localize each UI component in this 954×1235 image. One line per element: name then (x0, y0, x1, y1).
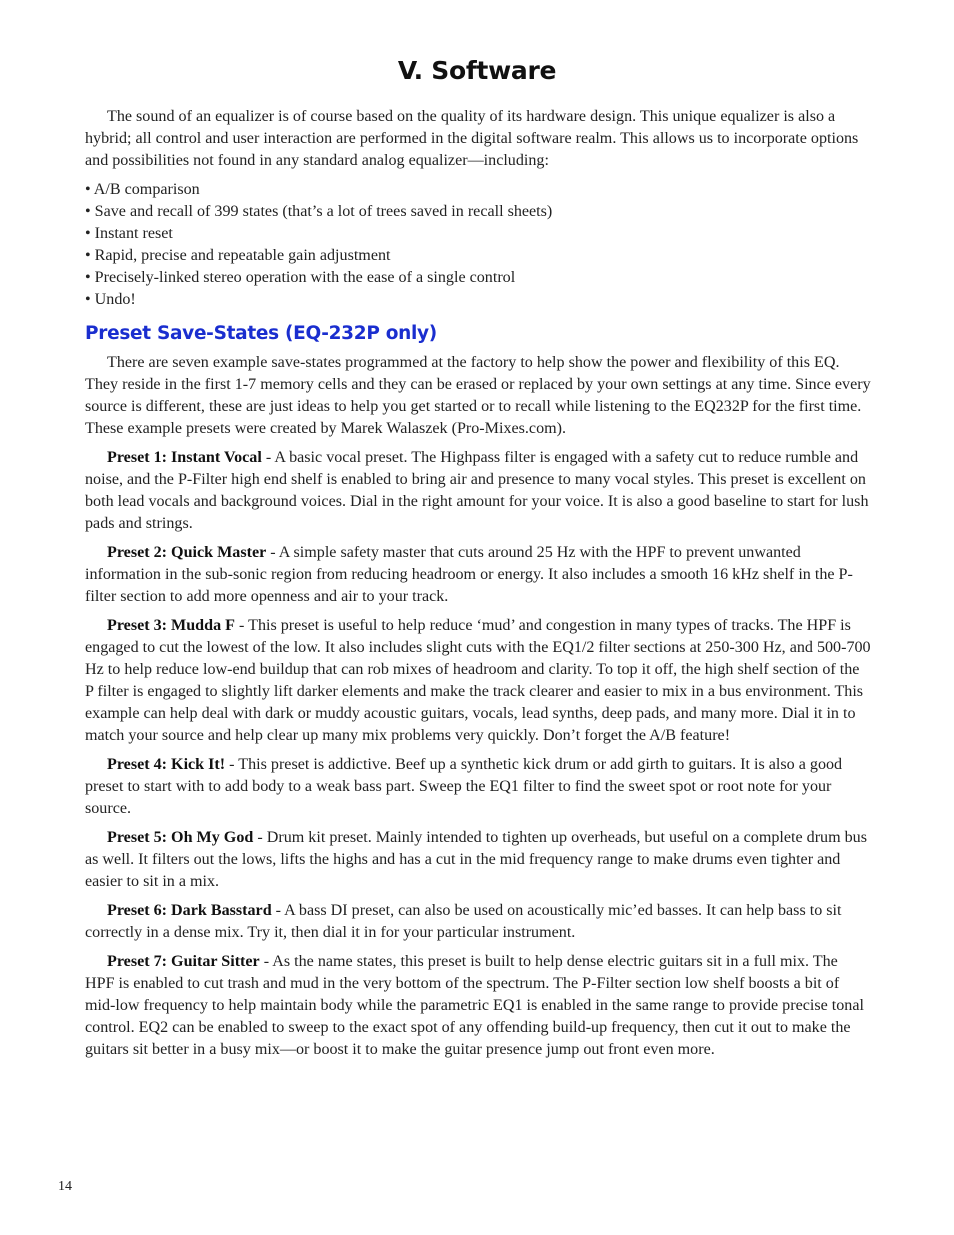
intro-paragraph: The sound of an equalizer is of course based on the quality of its hardware design. This unique equalizer is also a hybrid; all control and user interaction are performed in the digital software realm. This allows us to incorporate options and possibilities not found in any standard analog equalizer—including: (85, 108, 859, 169)
preset-description: - Drum kit preset. Mainly intended to tighten up overheads, but useful on a complete drum bus as well. It filters out the lows, lifts the highs and has a cut in the mid frequency range to make drums even tighter and easier to sit in a mix. (85, 829, 867, 890)
preset-paragraph-7 (85, 951, 871, 1061)
feature-list (85, 179, 871, 311)
preset-paragraph-4 (85, 754, 871, 820)
preset-paragraph-6 (85, 900, 871, 944)
preset-name: Preset 2: Quick Master (107, 544, 267, 561)
page-number: 14 (58, 1179, 72, 1194)
preset-name: Preset 1: Instant Vocal (107, 449, 262, 466)
page-title: V. Software (397, 56, 557, 85)
list-item: • Precisely-linked stereo operation with the ease of a single control (85, 269, 516, 286)
preset-paragraph-2 (85, 542, 871, 608)
preset-name: Preset 4: Kick It! (107, 756, 226, 773)
preset-name: Preset 6: Dark Basstard (107, 902, 272, 919)
preset-description: - This preset is useful to help reduce ‘mud’ and congestion in many types of tracks. The HPF is engaged to cut the lowest of the low. It also includes slight cuts with the EQ1/2 filter sections at 250-300 Hz, and 500-700 Hz to help reduce low-end buildup that can rob mixes of headroom and clarity. To top it off, the high shelf section of the P filter is engaged to slightly lift darker elements and make the track clearer and easier to mix in a bus environment. This example can help deal with dark or muddy acoustic guitars, vocals, lead synths, deep pads, and many more. Dial it in to match your source and help clear up many mix problems very quickly. Don’t forget the A/B feature! (85, 617, 871, 744)
preset-description: - A simple safety master that cuts around 25 Hz with the HPF to prevent unwanted information in the sub-sonic region from reducing headroom or energy. It also includes a smooth 16 kHz shelf in the P-filter section to add more openness and air to your track. (85, 544, 853, 605)
page-content (85, 106, 871, 1068)
list-item: • Instant reset (85, 225, 173, 242)
preset-name: Preset 3: Mudda F (107, 617, 235, 634)
preset-description: - A basic vocal preset. The Highpass filter is engaged with a safety cut to reduce rumble and noise, and the P-Filter high end shelf is enabled to bring air and presence to many vocal styles. This preset is excellent on both lead vocals and background voices. Dial in the right amount for your voice. It is also a good baseline to start for lush pads and strings. (85, 449, 869, 532)
list-item: • Save and recall of 399 states (that’s a lot of trees saved in recall sheets) (85, 203, 553, 220)
preset-description: - A bass DI preset, can also be used on acoustically mic’ed basses. It can help bass to sit correctly in a dense mix. Try it, then dial it in for your particular instrument. (85, 902, 842, 941)
preset-name: Preset 7: Guitar Sitter (107, 953, 260, 970)
preset-description: - This preset is addictive. Beef up a synthetic kick drum or add girth to guitars. It is also a good preset to start with to add body to a weak bass part. Sweep the EQ1 filter to find the sweet spot or root note for your source. (85, 756, 843, 817)
list-item: • Rapid, precise and repeatable gain adjustment (85, 247, 391, 264)
list-item: • A/B comparison (85, 181, 200, 198)
preset-description: - As the name states, this preset is built to help dense electric guitars sit in a full mix. The HPF is enabled to cut trash and mud in the very bottom of the spectrum. The P-Filter section low shelf boosts a bit of mid-low frequency to help maintain body while the parametric EQ1 is enabled in the same range to provide precise tonal control. EQ2 can be enabled to sweep to the exact spot of any offending build-up frequency, then cut it out to make the guitars sit better in a busy mix—or boost it to make the guitar presence jump out front even more. (85, 953, 864, 1058)
preset-paragraph-3 (85, 615, 871, 747)
preset-name: Preset 5: Oh My God (107, 829, 254, 846)
preset-paragraph-1 (85, 447, 871, 535)
section-intro-paragraph: There are seven example save-states programmed at the factory to help show the power and flexibility of this EQ. They reside in the first 1-7 memory cells and they can be erased or replaced by your own settings at any time. Since every source is different, these are just ideas to help you get started or to recall while listening to the EQ232P for the first time. These example presets were created by Marek Walaszek (Pro-Mixes.com). (85, 354, 871, 437)
list-item: • Undo! (85, 291, 136, 308)
section-heading: Preset Save-States (EQ-232P only) (85, 323, 437, 344)
preset-paragraph-5 (85, 827, 871, 893)
